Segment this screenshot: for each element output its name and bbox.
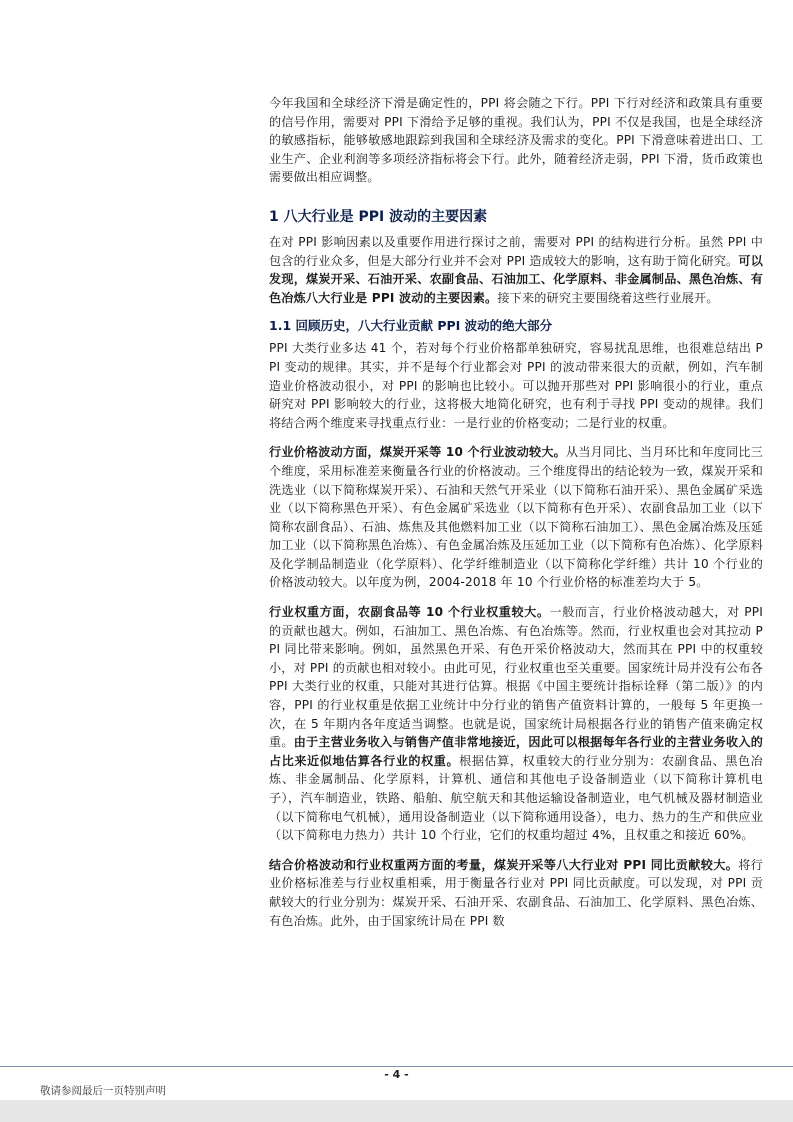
section-intro-emphasis: 可以发现，煤炭开采、石油开采、农副食品、石油加工、化学原料、非金属制品、黑色冶炼、有色冶炼八大行业是 PPI 波动的主要因素。 [269,253,764,305]
section-heading: 1 八大行业是 PPI 波动的主要因素 [269,208,488,225]
subsection-paragraph-2 [269,443,763,592]
subsection-paragraph-4 [269,856,763,930]
subsection-heading: 1.1 回顾历史，八大行业贡献 PPI 波动的绝大部分 [269,318,553,334]
subsection-paragraph-3 [269,603,763,845]
weight-emphasis-2: 由于主营业务收入与销售产值非常地接近，因此可以根据每年各行业的主营业务收入的占比来近似地估算各行业的权重。 [269,735,763,768]
combined-text: 将行业价格标准差与行业权重相乘，用于衡量各行业对 PPI 同比贡献度。可以发现，对 PPI 贡献较大的行业分别为：煤炭开采、石油开采、农副食品、石油加工、化学原料、黑色冶炼、有色冶炼。此外，由于国家统计局在 PPI 数 [269,857,763,928]
footer-divider [0,1066,793,1067]
weight-text-2: 根据估算，权重较大的行业分别为：农副食品、黑色冶炼、非金属制品、化学原料，计算机、通信和其他电子设备制造业（以下简称计算机电子），汽车制造业，铁路、船舶、航空航天和其他运输设备制造业，电气机械及器材制造业（以下简称电气机械），通用设备制造业（以下简称通用设备），电力、热力的生产和供应业（以下简称电力热力）共计 10 个行业，它们的权重均超过 4%，且权重之和接近 60%。 [269,753,763,843]
price-volatility-text: 从当月同比、当月环比和年度同比三个维度，采用标准差来衡量各行业的价格波动。三个维度得出的结论较为一致，煤炭开采和洗选业（以下简称煤炭开采）、石油和天然气开采业（以下简称石油开采）、黑色金属矿采选业（以下简称黑色开采）、有色金属矿采选业（以下简称有色开采）、农副食品加工业（以下简称农副食品）、石油、炼焦及其他燃料加工业（以下简称石油加工）、黑色金属冶炼及压延加工业（以下简称黑色冶炼）、有色金属冶炼及压延加工业（以下简称有色冶炼）、化学原料及化学制品制造业（化学原料）、化学纤维制造业（以下简称化学纤维）共计 10 个行业的价格波动较大。以年度为例，2004-2018 年 10 个行业价格的标准差均大于 5。 [269,445,764,590]
section-intro-text: 在对 PPI 影响因素以及重要作用进行探讨之前，需要对 PPI 的结构进行分析。虽然 PPI 中包含的行业众多，但是大部分行业并不会对 PPI 造成较大的影响，这有助于简化研究。 [269,234,763,268]
page-body [269,94,763,930]
subsection-paragraph-1: PPI 大类行业多达 41 个，若对每个行业价格都单独研究，容易扰乱思维，也很难总结出 PPI 变动的规律。其实，并不是每个行业都会对 PPI 的波动带来很大的贡献，例如，汽车制造业价格波动很小，对 PPI 的影响也比较小。可以抛开那些对 PPI 影响很小的行业，重点研究对 PPI 影响较大的行业，这将极大地简化研究，也有利于寻找 PPI 变动的规律。我们将结合两个维度来寻找重点行业：一是行业的价格变动；二是行业的权重。 [269,341,763,430]
section-intro-paragraph [269,233,763,307]
weight-emphasis: 行业权重方面，农副食品等 10 个行业权重较大。 [269,605,550,620]
intro-paragraph: 今年我国和全球经济下滑是确定性的，PPI 将会随之下行。PPI 下行对经济和政策具有重要的信号作用，需要对 PPI 下滑给予足够的重视。我们认为，PPI 不仅是我国，也是全球经济的敏感指标，能够敏感地跟踪到我国和全球经济及需求的变化。PPI 下滑意味着进出口、工业生产、企业利润等多项经济指标将会下行。此外，随着经济走弱，PPI 下滑，货币政策也需要做出相应调整。 [269,96,763,185]
footer-disclaimer: 敬请参阅最后一页特别声明 [40,1085,166,1097]
price-volatility-emphasis: 行业价格波动方面，煤炭开采等 10 个行业波动较大。 [269,445,566,460]
combined-emphasis: 结合价格波动和行业权重两方面的考量，煤炭开采等八大行业对 PPI 同比贡献较大。 [269,857,739,872]
footer-band [0,1100,793,1122]
weight-text-1: 一般而言，行业价格波动越大，对 PPI 的贡献也越大。例如，石油加工、黑色冶炼、有色冶炼等。然而，行业权重也会对其拉动 PPI 同比带来影响。例如，虽然黑色开采、有色开采价格波动大，然而其在 PPI 中的权重较小，对 PPI 的贡献也相对较小。由此可见，行业权重也至关重要。国家统计局并没有公布各 PPI 大类行业的权重，只能对其进行估算。根据《中国主要统计指标诠释（第二版）》的内容，PPI 的行业权重是依据工业统计中分行业的销售产值资料计算的，一般每 5 年更换一次，在 5 年期内各年度适当调整。也就是说，国家统计局根据各行业的销售产值来确定权重。 [269,605,764,750]
page-number: - 4 - [384,1068,409,1081]
section-intro-tail: 接下来的研究主要围绕着这些行业展开。 [497,290,719,305]
